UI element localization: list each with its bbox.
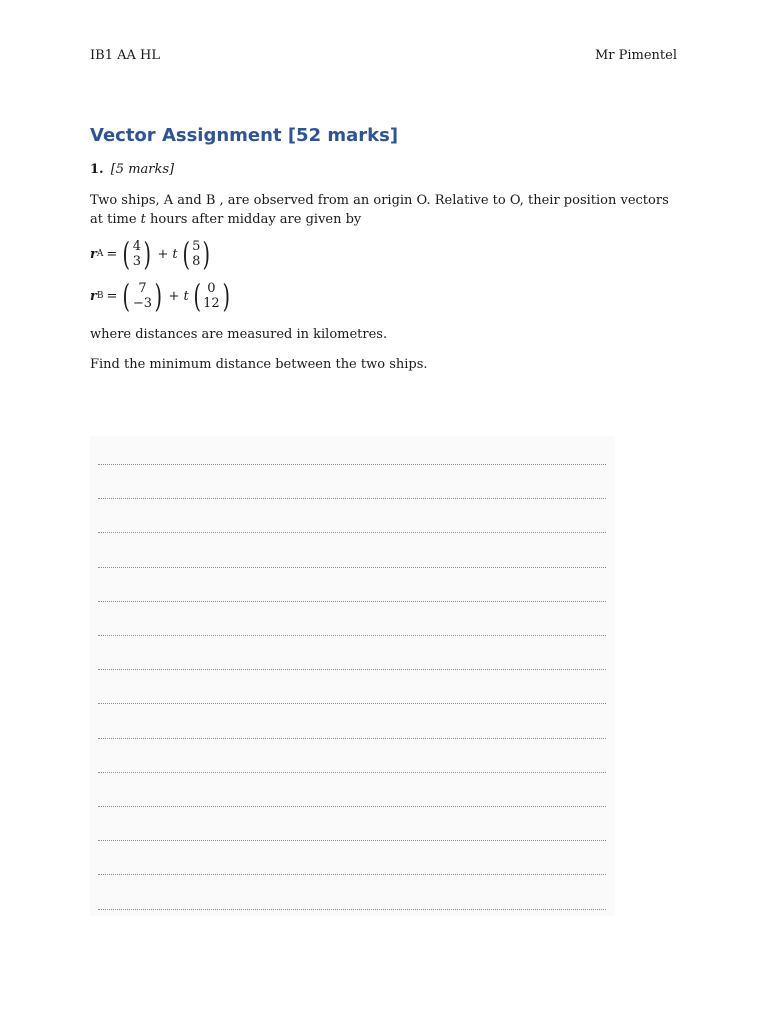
course-label: IB1 AA HL — [90, 48, 160, 63]
units-statement: where distances are measured in kilometres. — [90, 327, 388, 342]
task-statement: Find the minimum distance between the two ships. — [90, 357, 428, 372]
answer-area[interactable] — [90, 436, 615, 916]
rb-base-vector: ( 7 −3 ) — [122, 277, 163, 315]
answer-line — [98, 669, 606, 670]
ra-t: t — [172, 246, 178, 262]
answer-line — [98, 738, 606, 739]
answer-line — [98, 909, 606, 910]
answer-line — [98, 635, 606, 636]
rb-dir-y: 12 — [203, 296, 220, 311]
ra-dir-x: 5 — [192, 239, 201, 254]
intro-t-variable: t — [140, 212, 146, 227]
rb-base-y: −3 — [132, 296, 153, 311]
ra-base-x: 4 — [132, 239, 142, 254]
rb-dir-x: 0 — [207, 281, 216, 296]
answer-line — [98, 806, 606, 807]
intro-text-1: Two ships, A and B , are observed from an origin O. Relative to O, their position vectors at time — [90, 193, 669, 227]
question-number: 1. — [90, 162, 104, 177]
ra-dir-y: 8 — [192, 254, 201, 269]
rb-symbol: r — [90, 288, 97, 304]
answer-line — [98, 703, 606, 704]
rb-equals: = — [106, 288, 118, 304]
rb-direction-vector: ( 0 12 ) — [193, 277, 230, 315]
answer-line — [98, 874, 606, 875]
ra-equals: = — [106, 246, 118, 262]
teacher-name: Mr Pimentel — [594, 48, 677, 63]
answer-line — [98, 567, 606, 568]
question-intro — [90, 191, 670, 229]
equation-rb — [90, 277, 232, 315]
rb-t: t — [183, 288, 189, 304]
intro-text-2: hours after midday are given by — [145, 212, 362, 227]
ra-direction-vector: ( 5 8 ) — [182, 235, 211, 273]
answer-line — [98, 772, 606, 773]
question-header — [90, 162, 174, 177]
rb-subscript: B — [96, 291, 104, 301]
answer-line — [98, 498, 606, 499]
ra-symbol: r — [90, 246, 97, 262]
ra-subscript: A — [96, 249, 104, 259]
assignment-title: Vector Assignment [52 marks] — [90, 125, 399, 146]
rb-base-x: 7 — [138, 281, 147, 296]
answer-line — [98, 840, 606, 841]
rb-plus: + — [168, 288, 180, 304]
ra-base-y: 3 — [132, 254, 142, 269]
question-marks: [5 marks] — [110, 162, 175, 177]
ra-plus: + — [157, 246, 169, 262]
answer-line — [98, 464, 606, 465]
answer-line — [98, 532, 606, 533]
equation-ra — [90, 235, 213, 273]
ra-base-vector: ( 4 3 ) — [122, 235, 152, 273]
answer-line — [98, 601, 606, 602]
